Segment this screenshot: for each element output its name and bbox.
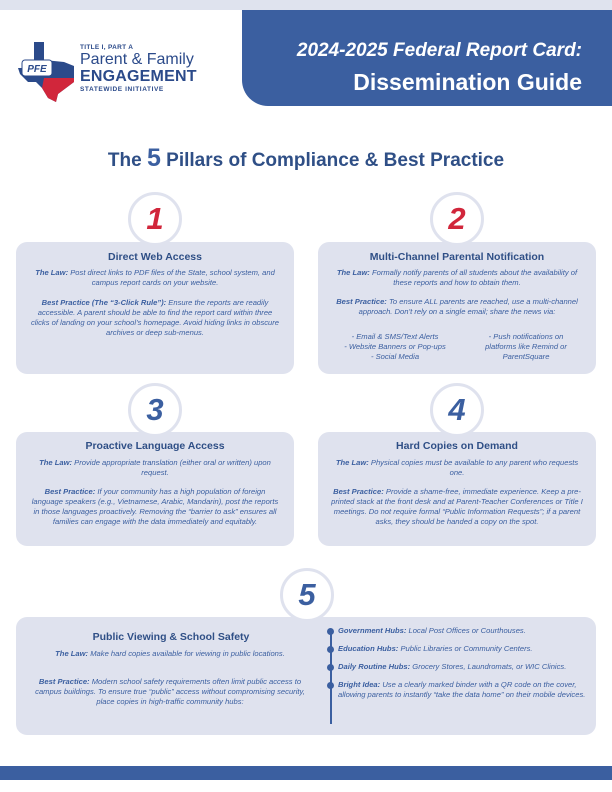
bullet-dot-icon [327, 646, 334, 653]
pillar-3-bp-text: If your community has a high population of foreign language speakers (e.g., Vietnamese, Arabic, Mandarin), post the reports in those languages proactively. Removing the “barrier to ask” ensures all families can engage with the data immediately and equitably. [31, 487, 279, 526]
header-banner [242, 10, 612, 106]
pillar-2-bp-label: Best Practice: [336, 297, 387, 306]
pillar-4-bp-text: Provide a shame-free, immediate experience. Keep a pre-printed stack at the front desk and at Parent-Teacher Conferences or Title I meetings. Do not require formal “Public Information Requests”; if a parent asks, they should be handed a copy on the spot. [331, 487, 583, 526]
hub-label: Daily Routine Hubs: [338, 662, 411, 671]
pillar-2-bullets-left [326, 332, 464, 362]
pillar-1-bp-label: Best Practice (The “3-Click Rule”): [41, 298, 167, 307]
header-title-line-2: Dissemination Guide [353, 69, 582, 95]
pillar-2-bullets-right [464, 332, 588, 362]
pillar-2-law-label: The Law: [336, 268, 370, 277]
bullet-dot-icon [327, 628, 334, 635]
page-title-post: Pillars of Compliance & Best Practice [160, 150, 505, 171]
pfe-logo [14, 38, 234, 104]
list-item: - Email & SMS/Text Alerts [351, 332, 439, 341]
hub-text: Local Post Offices or Courthouses. [408, 626, 526, 635]
bullet-dot-icon [327, 682, 334, 689]
pillar-4-title: Hard Copies on Demand [396, 440, 518, 452]
list-item: ParentSquare [502, 352, 550, 361]
pillar-3-law-label: The Law: [39, 458, 73, 467]
pillar-2-best-practice [332, 297, 582, 317]
pillar-5-bp-text: Modern school safety requirements often limit public access to campus buildings. To ensure true “public” access without compromising security, place copies in high-traffic community hubs: [35, 677, 305, 706]
pillar-4-number-badge: 4 [430, 383, 484, 437]
page-title-number: 5 [146, 144, 161, 172]
header-title-line-1: 2024-2025 Federal Report Card: [296, 40, 582, 61]
pillar-1-number-badge: 1 [128, 192, 182, 246]
pillar-4-law [334, 458, 580, 478]
list-item: - Push notifications on [488, 332, 564, 341]
footer-bar [0, 766, 612, 780]
pillar-card-3 [16, 432, 294, 546]
pillar-2-number-badge: 2 [430, 192, 484, 246]
pillar-5-law [46, 649, 294, 659]
page-title [0, 144, 612, 173]
page-title-pre: The [107, 150, 147, 171]
hub-item-bright-idea [326, 680, 598, 700]
hub-item-education [326, 644, 598, 654]
logo-line-4: STATEWIDE INITIATIVE [80, 86, 164, 93]
pillar-3-title: Proactive Language Access [85, 440, 225, 452]
logo-line-3: ENGAGEMENT [80, 68, 197, 85]
pillar-3-best-practice [28, 487, 282, 527]
pillar-card-2 [318, 242, 596, 374]
pillar-5-law-text: Make hard copies available for viewing in public locations. [90, 649, 285, 658]
logo-line-2: Parent & Family [80, 51, 194, 68]
community-hubs-list [326, 626, 598, 708]
pillar-4-bp-label: Best Practice: [333, 487, 384, 496]
hub-label: Government Hubs: [338, 626, 407, 635]
hub-item-daily-routine [326, 662, 598, 672]
hub-text: Use a clearly marked binder with a QR code on the cover, allowing parents to instantly “take the data home” on their mobile devices. [338, 680, 586, 699]
pillar-2-title: Multi-Channel Parental Notification [369, 251, 545, 263]
pillar-4-law-text: Physical copies must be available to any parent who requests one. [370, 458, 579, 477]
pillar-4-law-label: The Law: [335, 458, 369, 467]
pillar-4-best-practice [330, 487, 584, 527]
pillar-card-1 [16, 242, 294, 374]
pillar-5-title: Public Viewing & School Safety [92, 631, 250, 643]
pillar-3-bp-label: Best Practice: [44, 487, 96, 496]
pillar-2-law [334, 268, 580, 288]
pillar-5-bp-label: Best Practice: [38, 677, 90, 686]
top-accent-bar [0, 0, 612, 10]
texas-map-icon [14, 38, 78, 104]
list-item: - Social Media [370, 352, 420, 361]
pillar-card-4 [318, 432, 596, 546]
hub-label: Bright Idea: [338, 680, 381, 689]
hub-label: Education Hubs: [338, 644, 399, 653]
pillar-2-law-text: Formally notify parents of all students about the availability of these reports and how to obtain them. [371, 268, 578, 287]
pillar-1-bp-text: Ensure the reports are readily accessible. A parent should be able to find the report card within three clicks of landing on your school’s homepage. Avoid hiding links in obscure archives or deep sub-menus. [30, 298, 280, 337]
hub-text: Public Libraries or Community Centers. [400, 644, 533, 653]
pillar-1-law-label: The Law: [35, 268, 69, 277]
logo-badge-text: PFE [27, 64, 47, 75]
logo-line-1: TITLE I, PART A [80, 44, 134, 51]
pillar-1-law-text: Post direct links to PDF files of the State, school system, and campus report cards on your website. [70, 268, 275, 287]
pillar-3-law-text: Provide appropriate translation (either oral or written) upon request. [74, 458, 271, 477]
pillar-3-number-badge: 3 [128, 383, 182, 437]
list-item: - Website Banners or Pop-ups [344, 342, 446, 351]
pillar-1-title: Direct Web Access [108, 251, 202, 263]
pillar-5-best-practice [34, 677, 306, 707]
hub-item-government [326, 626, 598, 636]
pillar-1-law [32, 268, 278, 288]
hub-text: Grocery Stores, Laundromats, or WIC Clinics. [412, 662, 567, 671]
pillar-2-bp-text: To ensure ALL parents are reached, use a multi-channel approach. Don’t rely on a single email; share the news via: [358, 297, 578, 316]
bullet-dot-icon [327, 664, 334, 671]
list-item: platforms like Remind or [485, 342, 567, 351]
pillar-1-best-practice [30, 298, 280, 338]
pillar-3-law [32, 458, 278, 478]
pillar-5-number-badge: 5 [280, 568, 334, 622]
pillar-5-law-label: The Law: [55, 649, 89, 658]
